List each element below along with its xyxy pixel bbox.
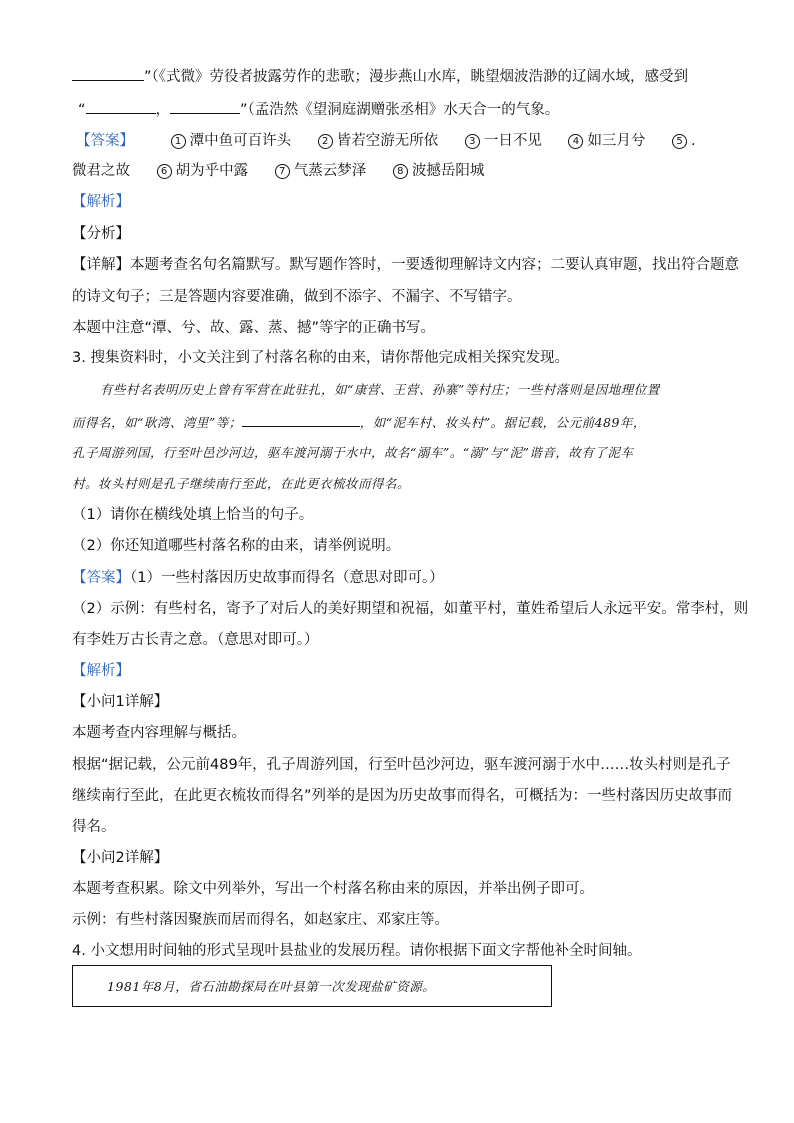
circled-number: 1: [171, 134, 186, 149]
answer-text: 如三月兮: [587, 133, 646, 149]
q3-sub-2: （2）你还知道哪些村落名称的由来，请举例说明。: [72, 538, 401, 554]
answer-text: 皆若空游无所依: [336, 133, 439, 149]
detail-line-2: 的诗文句子；三是答题内容要准确，做到不添字、不漏字、不写错字。: [72, 289, 522, 305]
answer-blank: [72, 66, 144, 81]
q3-sub-1: （1）请你在横线处填上恰当的句子。: [72, 507, 314, 523]
answer-text: 胡为乎中露: [175, 163, 249, 179]
answer-text: 一日不见: [483, 133, 542, 149]
answer-blank: [86, 99, 156, 114]
circled-number: 2: [318, 134, 333, 149]
answer-label: 【答案】: [76, 133, 134, 149]
circled-number: 3: [465, 134, 480, 149]
passage-text: ，如“泥车村、妆头村”。据记载，公元前489年，: [359, 415, 646, 430]
detail-line-1: 【详解】本题考查名句名篇默写。默写题作答时，一要透彻理解诗文内容；二要认真审题，找出符合题意: [72, 257, 739, 273]
answer-item: [465, 133, 542, 149]
circled-number: 7: [275, 164, 290, 179]
answer-row-2: [72, 161, 484, 181]
answer-row-1: [76, 131, 696, 151]
q3-answer-1: [72, 568, 444, 588]
answer-text: 气蒸云梦泽: [293, 163, 367, 179]
answer-item: [157, 163, 249, 179]
q4-stem: 4. 小文想用时间轴的形式呈现叶县盐业的发展历程。请你根据下面文字帮他补全时间轴。: [72, 943, 642, 959]
q3-passage-line-2: [72, 412, 646, 433]
poem-fill-text: ”（《式微》劳役者披露劳作的悲歌；漫步燕山水库，眺望烟波浩渺的辽阔水域，感受到: [144, 69, 689, 85]
circled-number: 6: [157, 164, 172, 179]
answer-text: （1）一些村落因历史故事而得名（意思对即可。）: [130, 570, 444, 586]
fenxi-label: 【分析】: [72, 226, 130, 242]
answer-item: [171, 133, 292, 149]
answer-blank: [242, 412, 360, 427]
poem-fill-line-1: [72, 66, 688, 87]
answer-text: 微君之故: [72, 163, 130, 179]
sq2-line-2: 示例：有些村落因聚族而居而得名，如赵家庄、邓家庄等。: [72, 912, 449, 928]
answer-item: [393, 163, 485, 179]
sq1-line-1: 本题考查内容理解与概括。: [72, 725, 246, 741]
sq2-line-1: 本题考查积累。除文中列举外，写出一个村落名称由来的原因，并举出例子即可。: [72, 881, 594, 897]
comma: ，: [155, 102, 171, 118]
poem-fill-text: ”（孟浩然《望洞庭湖赠张丞相》水天合一的气象。: [240, 102, 560, 118]
answer-item: [568, 133, 645, 149]
answer-text: 潭中鱼可百许头: [189, 133, 292, 149]
q3-answer-2a: （2）示例：有些村名，寄予了对后人的美好期望和祝福，如董平村，董姓希望后人永远平安。常李村，则: [72, 601, 749, 617]
answer-text: 波撼岳阳城: [411, 163, 485, 179]
q3-passage-line-4: 村。妆头村则是孔子继续南行至此，在此更衣梳妆而得名。: [72, 476, 411, 491]
circled-number: 5: [672, 134, 687, 149]
passage-text: 而得名，如“耿湾、湾里”等；: [72, 415, 242, 430]
answer-item: [275, 163, 367, 179]
circled-number: 4: [568, 134, 583, 149]
sq1-line-3: 继续南行至此，在此更衣梳妆而得名”列举的是因为历史故事而得名，可概括为：一些村落因历史故事而: [72, 788, 733, 804]
answer-item: [318, 133, 439, 149]
sub-question-2-label: 【小问2详解】: [72, 850, 169, 866]
q4-box-text: 1981年8月，省石油勘探局在叶县第一次发现盐矿资源。: [107, 979, 436, 994]
q3-analysis-label: 【解析】: [72, 663, 130, 679]
answer-item: [672, 133, 696, 149]
circled-number: 8: [393, 164, 408, 179]
sub-question-1-label: 【小问1详解】: [72, 694, 169, 710]
sq1-line-2: 根据“据记载，公元前489年，孔子周游列国，行至叶邑沙河边，驱车渡河溺于水中……妆头村则是孔子: [72, 757, 731, 773]
analysis-label: 【解析】: [72, 194, 130, 210]
q3-passage-line-3: 孔子周游列国，行至叶邑沙河边，驱车渡河溺于水中，故名“溺车”。“溺”与“泥”谐音，故有了泥车: [72, 445, 634, 460]
q3-answer-2b: 有李姓万古长青之意。（意思对即可。）: [72, 632, 319, 648]
answer-text: .: [691, 133, 696, 149]
answer-label: 【答案】: [72, 570, 130, 586]
poem-fill-line-2: [78, 99, 559, 120]
answer-blank: [170, 99, 240, 114]
q4-text-box: [72, 965, 552, 1007]
quote-open: “: [78, 102, 86, 118]
sq1-line-4: 得名。: [72, 819, 116, 835]
detail-line-3: 本题中注意“潭、兮、故、露、蒸、撼”等字的正确书写。: [72, 320, 436, 336]
q3-stem: 3. 搜集资料时，小文关注到了村落名称的由来，请你帮他完成相关探究发现。: [72, 350, 569, 366]
q3-passage-line-1: 有些村名表明历史上曾有军营在此驻扎，如“康营、王营、孙寨”等村庄；一些村落则是因地理位置: [100, 382, 660, 397]
